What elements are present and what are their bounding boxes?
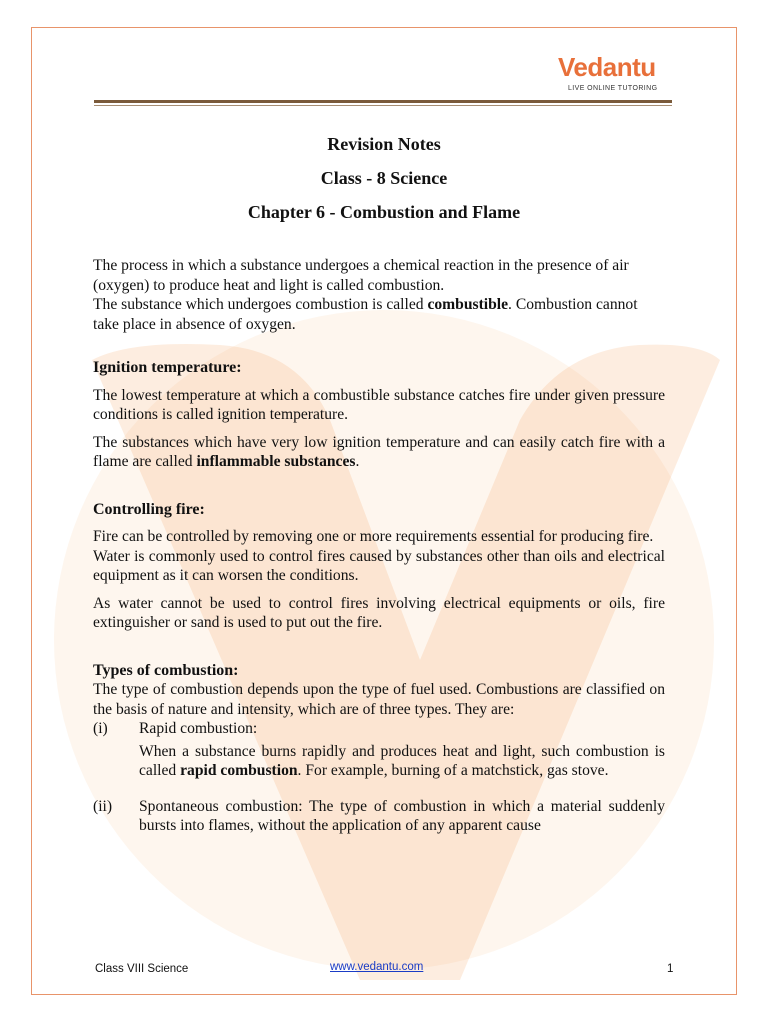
intro-paragraph-1: The process in which a substance undergoes a chemical reaction in the presence of air (oxygen) to produce heat and light is called combustion. <box>93 257 629 294</box>
footer-class-label: Class VIII Science <box>95 963 189 975</box>
ignition-paragraph-2 <box>93 433 665 472</box>
controlling-paragraph-2: Water is commonly used to control fires caused by substances other than oils and electrical equipment as it can worsen the conditions. <box>93 547 665 584</box>
ignition-p2-text-end: . <box>355 453 360 470</box>
list-item-description <box>139 742 665 781</box>
types-heading: Types of combustion: <box>93 661 239 679</box>
intro-p2-text: The substance which undergoes combustion is called <box>93 296 428 313</box>
title-chapter: Chapter 6 - Combustion and Flame <box>247 202 521 222</box>
svg-text:LIVE ONLINE TUTORING: LIVE ONLINE TUTORING <box>568 85 658 92</box>
inflammable-term: inflammable substances <box>196 453 356 470</box>
combustible-term: combustible <box>427 296 509 313</box>
title-class: Class - 8 Science <box>320 168 448 188</box>
content <box>93 256 665 836</box>
svg-text:Vedantu: Vedantu <box>558 52 656 82</box>
controlling-paragraph-1: Fire can be controlled by removing one or more requirements essential for producing fire. <box>93 528 654 545</box>
list-number: (ii) <box>93 797 113 815</box>
footer-website-link[interactable]: www.vedantu.com <box>330 961 424 973</box>
ignition-paragraph-1: The lowest temperature at which a combustible substance catches fire under given pressure conditions is called ignition temperature. <box>93 386 665 423</box>
list-item-rapid <box>93 719 665 781</box>
types-paragraph: The type of combustion depends upon the type of fuel used. Combustions are classified on the basis of nature and intensity, which are of three types. They are: <box>93 681 665 718</box>
vedantu-logo <box>556 50 671 95</box>
controlling-paragraph-3: As water cannot be used to control fires involving electrical equipments or oils, fire extinguisher or sand is used to put out the fire. <box>93 594 665 631</box>
list-item-label: Rapid combustion: <box>139 720 258 737</box>
title-revision-notes: Revision Notes <box>327 134 441 154</box>
ignition-heading: Ignition temperature: <box>93 359 242 376</box>
list-item-spontaneous <box>93 797 665 836</box>
page-number: 1 <box>667 963 674 975</box>
rapid-desc-text: When a substance burns rapidly and produces heat and light, such combustion is called <box>139 742 665 779</box>
header-rule-secondary <box>94 105 672 106</box>
controlling-heading: Controlling fire: <box>93 500 205 518</box>
list-number: (i) <box>93 720 108 737</box>
header-rule <box>94 100 672 103</box>
title-block <box>0 132 768 234</box>
rapid-combustion-term: rapid combustion <box>180 762 298 779</box>
ignition-p2-text: The substances which have very low ignition temperature and can easily catch fire with a flame are called <box>93 433 665 470</box>
intro-paragraph-2 <box>93 295 665 334</box>
rapid-desc-text-end: . For example, burning of a matchstick, gas stove. <box>297 762 609 779</box>
intro-p2-text-end: . Combustion cannot take place in absence of oxygen. <box>93 296 638 333</box>
list-item-text: Spontaneous combustion: The type of combustion in which a material suddenly bursts into flames, without the application of any apparent cause <box>139 797 665 834</box>
